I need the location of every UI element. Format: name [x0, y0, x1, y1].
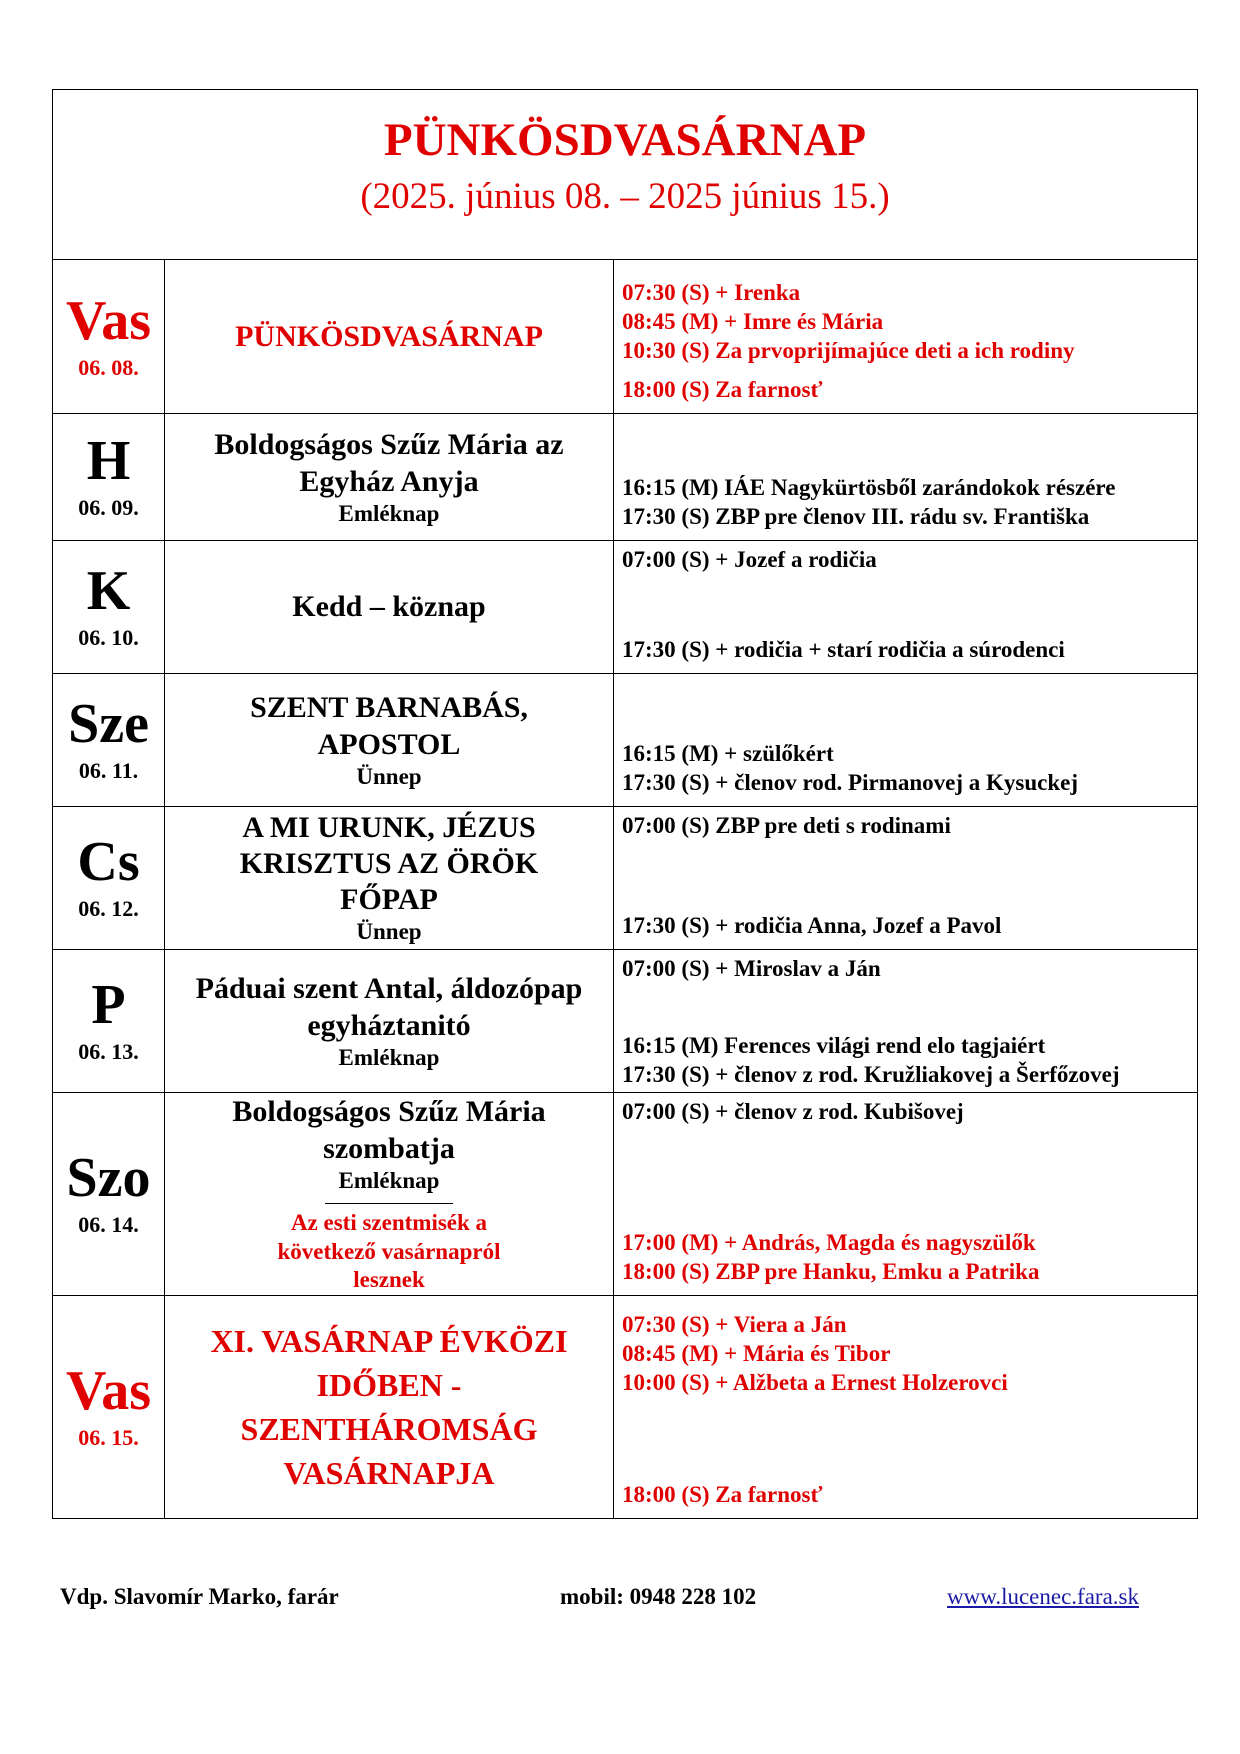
mass-list-top	[622, 545, 1193, 574]
mass-entry: 07:30 (S) + Viera a Ján	[622, 1312, 847, 1338]
day-cell	[53, 1093, 165, 1296]
evening-mass-note: Az esti szentmisék a következő vasárnapról lesznek	[277, 1209, 501, 1293]
table-row	[53, 1093, 1198, 1296]
feast-cell	[165, 1296, 614, 1519]
mass-list-bottom	[622, 635, 1193, 664]
feast-name: SZENT BARNABÁS, APOSTOL	[250, 691, 528, 762]
feast-cell	[165, 1093, 614, 1296]
mass-entry: 10:30 (S) Za prvoprijímajúce deti a ich rodiny	[622, 338, 1075, 363]
mass-entry: 07:00 (S) ZBP pre deti s rodinami	[622, 813, 951, 838]
day-cell	[53, 541, 165, 674]
feast-cell	[165, 674, 614, 807]
feast-name: PÜNKÖSDVASÁRNAP	[235, 319, 543, 353]
feast-name: Páduai szent Antal, áldozópap egyháztanitó	[195, 972, 583, 1043]
day-date: 06. 09.	[78, 495, 139, 520]
feast-cell	[165, 950, 614, 1093]
feast-name: Boldogságos Szűz Mária szombatja	[232, 1095, 546, 1166]
mass-entry: 18:00 (S) Za farnosť	[622, 1482, 823, 1508]
day-date: 06. 12.	[78, 896, 139, 921]
mass-entry: 10:00 (S) + Alžbeta a Ernest Holzerovci	[622, 1370, 1008, 1396]
feast-name: A MI URUNK, JÉZUS KRISZTUS AZ ÖRÖK FŐPAP	[239, 811, 539, 917]
footer-priest: Vdp. Slavomír Marko, farár	[60, 1584, 339, 1609]
mass-list-top	[622, 811, 1193, 840]
page-title: PÜNKÖSDVASÁRNAP	[383, 114, 867, 166]
footer-mobile: mobil: 0948 228 102	[560, 1584, 757, 1609]
day-abbr: Vas	[65, 1360, 152, 1423]
table-row	[53, 414, 1198, 541]
feast-cell	[165, 541, 614, 674]
mass-entry: 17:30 (S) + rodičia + starí rodičia a súrodenci	[622, 637, 1065, 662]
day-abbr: H	[86, 430, 131, 492]
day-abbr: P	[91, 974, 126, 1036]
day-abbr: K	[86, 560, 131, 622]
separator-line	[325, 1203, 453, 1204]
feast-rank: Emléknap	[338, 1045, 440, 1071]
mass-entry: 07:30 (S) + Irenka	[622, 280, 801, 305]
mass-list-bottom	[622, 1480, 1193, 1509]
mass-entry: 07:00 (S) + Jozef a rodičia	[622, 547, 877, 572]
mass-cell	[614, 1296, 1198, 1519]
feast-name: XI. VASÁRNAP ÉVKÖZI IDŐBEN - SZENTHÁROMSÁG VASÁRNAPJA	[210, 1322, 568, 1492]
table-row	[53, 1296, 1198, 1519]
feast-cell	[165, 260, 614, 414]
mass-cell	[614, 1093, 1198, 1296]
day-date: 06. 13.	[78, 1039, 139, 1064]
day-date: 06. 08.	[78, 354, 139, 380]
day-abbr: Cs	[77, 831, 140, 893]
mass-entry: 16:15 (M) IÁE Nagykürtösből zarándokok részére	[622, 475, 1116, 500]
mass-entry: 17:30 (S) + rodičia Anna, Jozef a Pavol	[622, 913, 1002, 938]
mass-entry: 17:00 (M) + András, Magda és nagyszülők	[622, 1230, 1036, 1256]
day-cell	[53, 1296, 165, 1519]
mass-entry: 16:15 (M) Ferences világi rend elo tagjaiért	[622, 1033, 1046, 1058]
feast-rank: Ünnep	[356, 919, 422, 945]
mass-list-bottom	[622, 1031, 1193, 1089]
mass-entry: 08:45 (M) + Imre és Mária	[622, 309, 884, 334]
page-header	[52, 89, 1198, 260]
mass-entry: 07:00 (S) + Miroslav a Ján	[622, 956, 881, 981]
weekly-schedule-table	[52, 259, 1198, 1519]
date-range: (2025. június 08. – 2025 június 15.)	[360, 175, 890, 217]
day-cell	[53, 260, 165, 414]
table-row	[53, 541, 1198, 674]
mass-list-top	[622, 954, 1193, 983]
table-row	[53, 260, 1198, 414]
day-cell	[53, 950, 165, 1093]
mass-entry: 07:00 (S) + členov z rod. Kubišovej	[622, 1099, 964, 1124]
footer-website-link[interactable]: www.lucenec.fara.sk	[947, 1584, 1139, 1609]
feast-name: Kedd – köznap	[292, 590, 486, 624]
feast-rank: Ünnep	[356, 764, 422, 790]
day-date: 06. 10.	[78, 625, 139, 650]
mass-cell	[614, 950, 1198, 1093]
feast-name: Boldogságos Szűz Mária az Egyház Anyja	[214, 428, 564, 499]
day-abbr: Sze	[68, 693, 149, 755]
mass-entry: 18:00 (S) Za farnosť	[622, 377, 823, 402]
mass-entry: 18:00 (S) ZBP pre Hanku, Emku a Patrika	[622, 1259, 1040, 1285]
mass-list-top	[622, 278, 1193, 365]
day-date: 06. 15.	[78, 1425, 139, 1451]
mass-list-bottom	[622, 375, 1193, 404]
day-cell	[53, 807, 165, 950]
mass-cell	[614, 260, 1198, 414]
mass-list-top	[622, 1310, 1193, 1397]
mass-list-bottom	[622, 911, 1193, 940]
mass-list-bottom	[622, 1228, 1193, 1286]
table-row	[53, 950, 1198, 1093]
feast-cell	[165, 807, 614, 950]
feast-rank: Emléknap	[338, 1168, 440, 1194]
day-abbr: Vas	[65, 289, 152, 352]
day-cell	[53, 414, 165, 541]
table-row	[53, 674, 1198, 807]
mass-entry: 08:45 (M) + Mária és Tibor	[622, 1341, 891, 1367]
mass-list-bottom	[622, 473, 1193, 531]
mass-cell	[614, 414, 1198, 541]
mass-entry: 17:30 (S) + členov rod. Pirmanovej a Kysuckej	[622, 770, 1079, 795]
day-date: 06. 14.	[78, 1212, 139, 1238]
table-row	[53, 807, 1198, 950]
day-date: 06. 11.	[78, 758, 139, 783]
mass-entry: 17:30 (S) + členov z rod. Kružliakovej a Šerfőzovej	[622, 1062, 1120, 1087]
mass-entry: 17:30 (S) ZBP pre členov III. rádu sv. Františka	[622, 504, 1090, 529]
mass-list-bottom	[622, 739, 1193, 797]
mass-list-top	[622, 1097, 1193, 1126]
mass-cell	[614, 674, 1198, 807]
mass-cell	[614, 541, 1198, 674]
feast-rank: Emléknap	[338, 501, 440, 527]
day-cell	[53, 674, 165, 807]
mass-cell	[614, 807, 1198, 950]
day-abbr: Szo	[66, 1147, 151, 1210]
feast-cell	[165, 414, 614, 541]
mass-entry: 16:15 (M) + szülőkért	[622, 741, 834, 766]
